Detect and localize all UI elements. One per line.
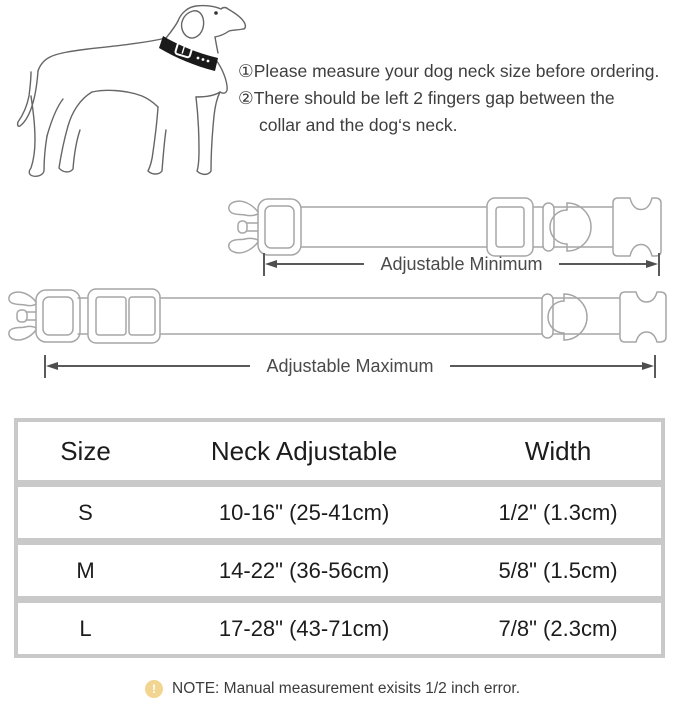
instruction-2-continued: collar and the dog‘s neck.: [259, 115, 458, 135]
buckle-prong-bottom: [9, 326, 36, 340]
buckle-prong-bottom: [229, 238, 258, 253]
table-row-m: [18, 545, 661, 596]
d-ring: [548, 294, 587, 340]
dimension-end-bar: [654, 355, 656, 378]
buckle-female: [613, 198, 661, 256]
dimension-minimum-label: Adjustable Minimum: [380, 253, 543, 274]
dimension-end-bar: [658, 253, 660, 276]
dog-illustration: [0, 0, 260, 200]
measurement-note: [145, 680, 520, 698]
cell-width: 5/8" (1.5cm): [498, 557, 618, 583]
cell-neck: 17-28" (43-71cm): [218, 615, 390, 641]
exclamation-icon: !: [145, 680, 163, 698]
keeper: [543, 203, 554, 251]
dimension-maximum: [44, 353, 656, 379]
cell-neck: 14-22" (36-56cm): [218, 557, 390, 583]
col-header-width: Width: [524, 435, 592, 466]
instruction-1: ①Please measure your dog neck size before ordering.: [238, 61, 660, 81]
arrow-left-icon: [265, 260, 277, 268]
dimension-maximum-label: Adjustable Maximum: [266, 355, 434, 376]
arrow-right-icon: [642, 362, 654, 370]
cell-neck: 10-16" (25-41cm): [218, 499, 390, 525]
size-table-header-row: [18, 422, 661, 480]
cell-size: L: [79, 615, 92, 641]
col-header-neck-adjustable: Neck Adjustable: [210, 435, 398, 466]
note-text: NOTE: Manual measurement exisits 1/2 inch error.: [172, 680, 521, 697]
size-table: [14, 418, 665, 658]
dog-collar: [159, 36, 218, 71]
collar-diagram-maximum: [8, 282, 668, 360]
buckle-female: [620, 292, 666, 342]
buckle-prong-top: [9, 292, 36, 306]
instructions: [238, 58, 676, 139]
cell-size: M: [76, 557, 95, 583]
cell-width: 1/2" (1.3cm): [498, 499, 618, 525]
instruction-2: ②There should be left 2 fingers gap between the: [238, 88, 615, 108]
dimension-minimum: [263, 251, 660, 277]
d-ring: [550, 203, 591, 251]
cell-size: S: [78, 499, 93, 525]
col-header-size: Size: [60, 435, 111, 466]
cell-width: 7/8" (2.3cm): [498, 615, 618, 641]
table-row-l: [18, 603, 661, 654]
buckle-prong-top: [229, 201, 258, 216]
table-row-s: [18, 487, 661, 538]
arrow-left-icon: [46, 362, 58, 370]
arrow-right-icon: [646, 260, 658, 268]
